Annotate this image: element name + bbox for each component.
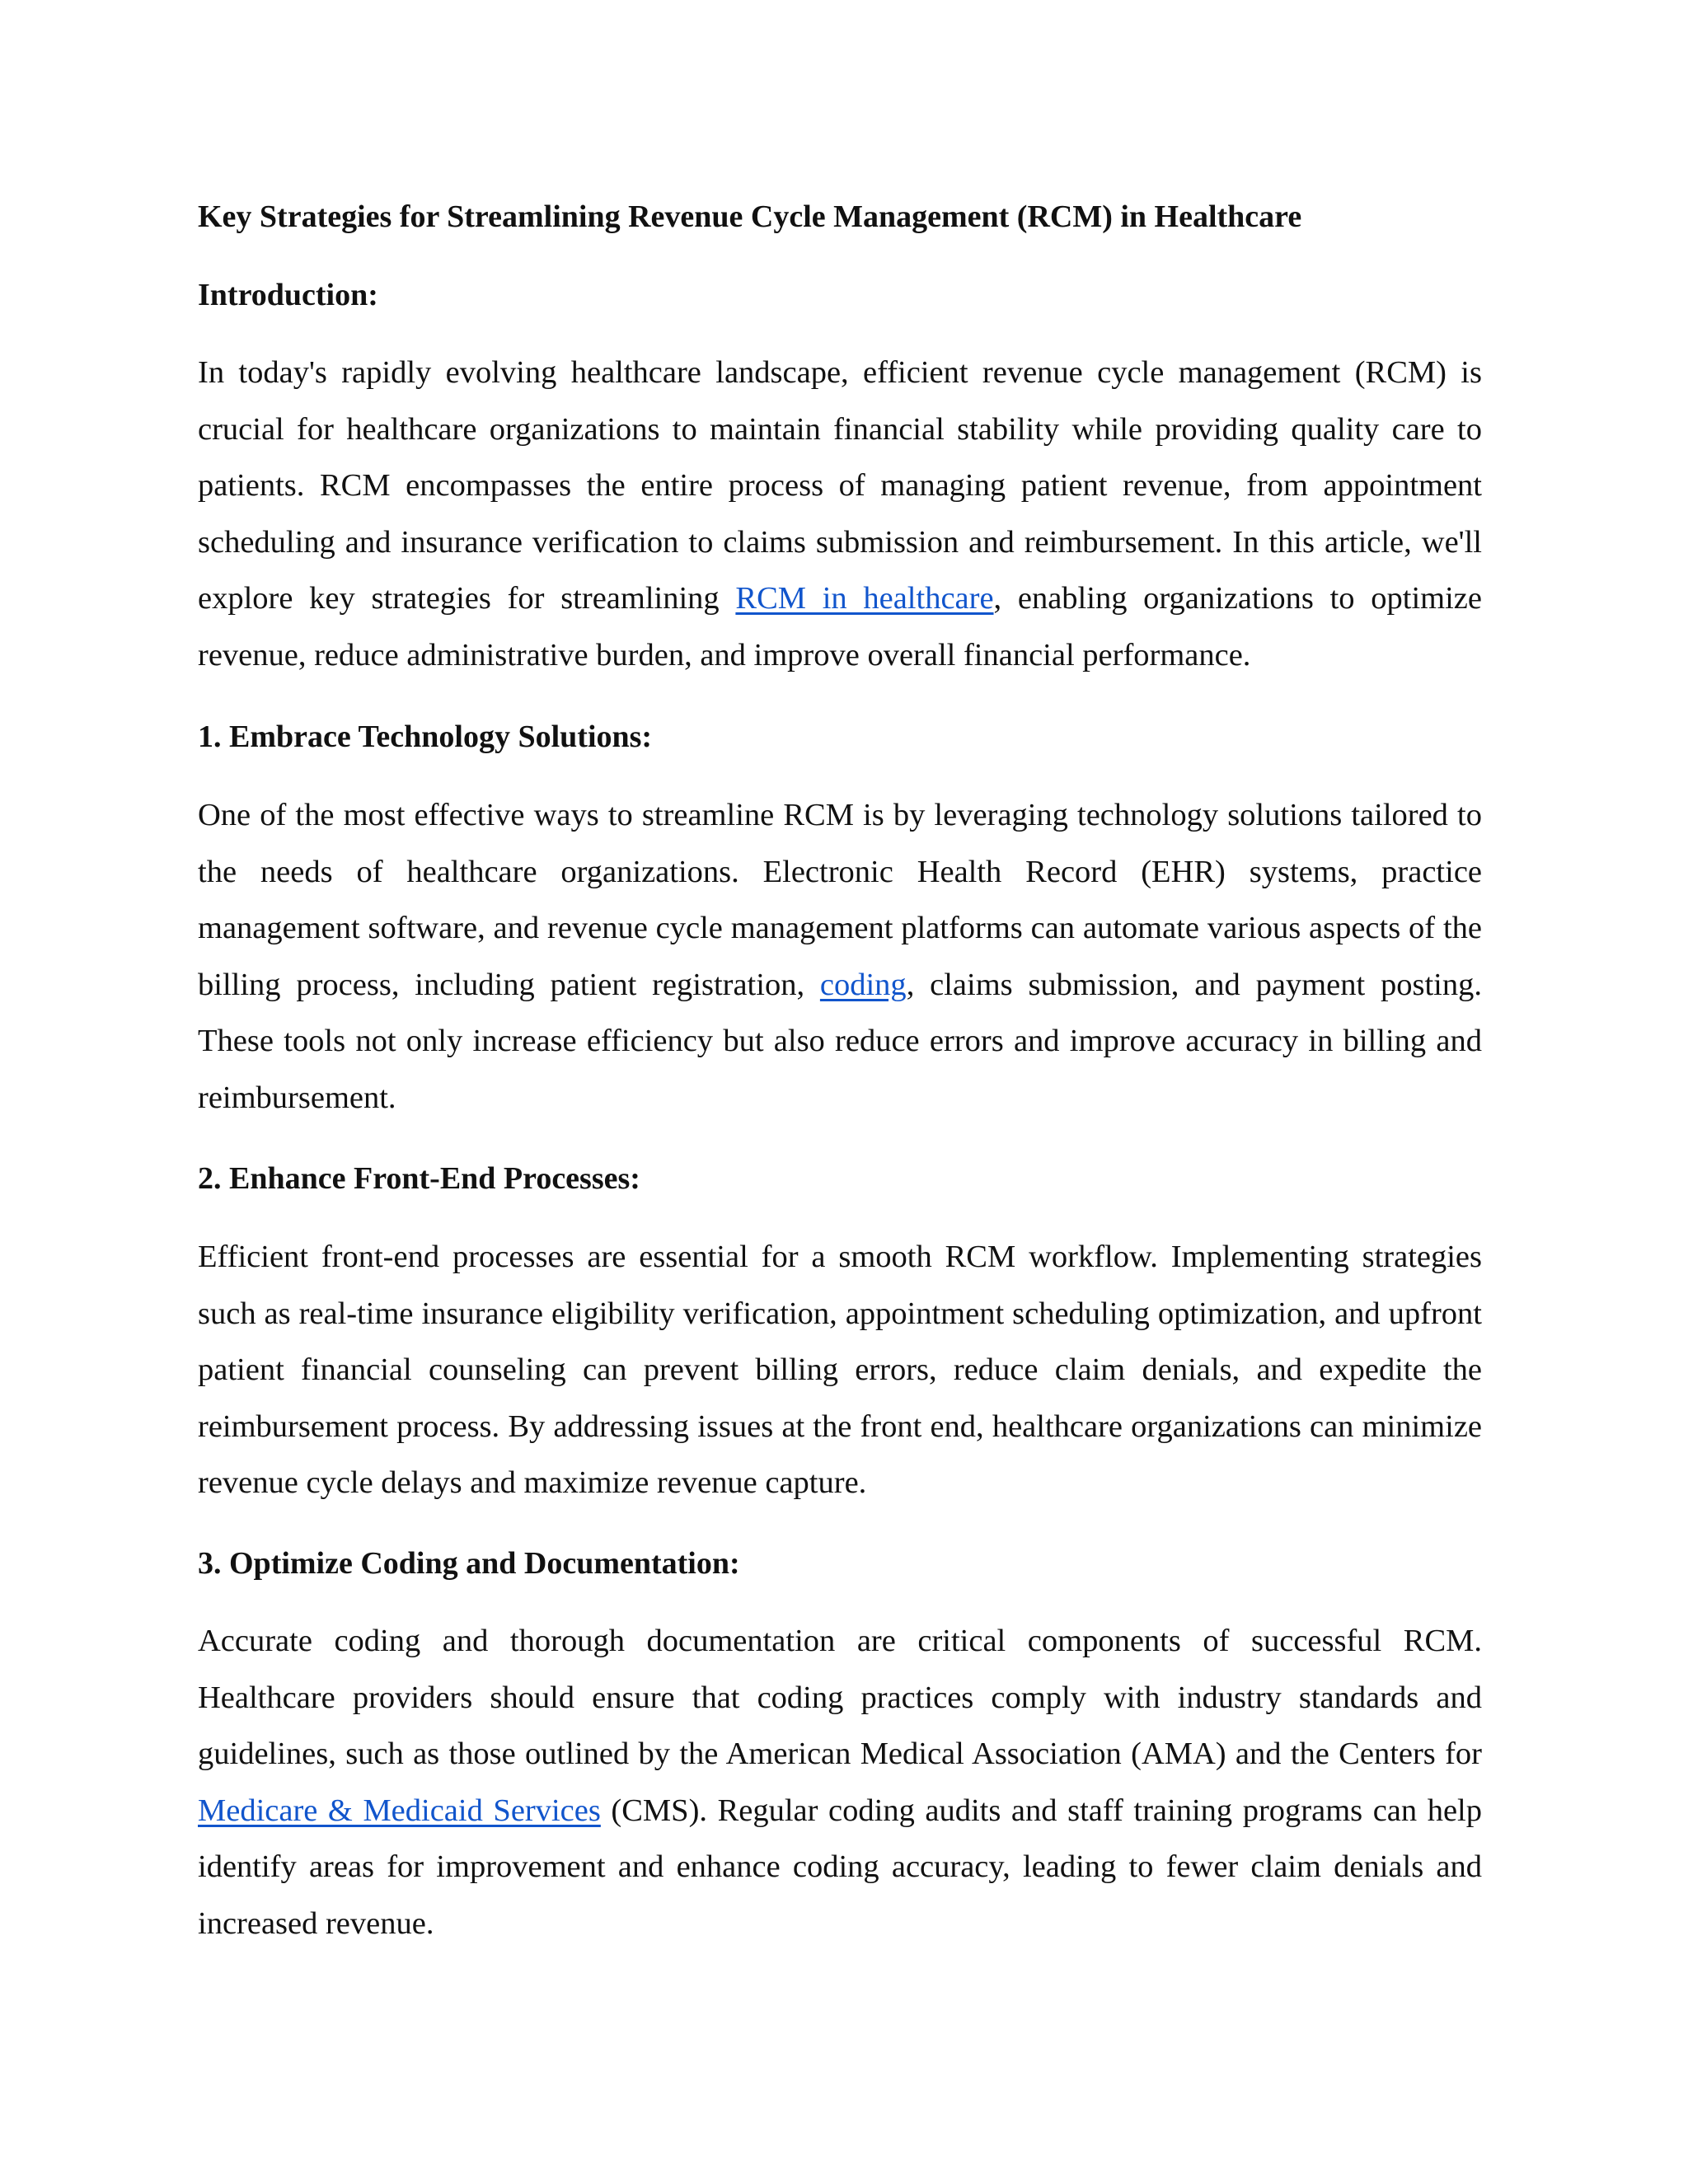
- intro-text-2: , enabling organizations to optimize revenue, reduce administrative burden, and improve overall financial performance.: [198, 581, 1482, 673]
- medicare-medicaid-services-link[interactable]: Medicare & Medicaid Services: [198, 1793, 601, 1828]
- section-1-text-2: , claims submission, and payment posting. These tools not only increase efficiency but also reduce errors and improve accuracy in billing and reimbursement.: [198, 967, 1482, 1115]
- rcm-in-healthcare-link[interactable]: RCM in healthcare: [735, 581, 994, 616]
- section-1-text-1: One of the most effective ways to streamline RCM is by leveraging technology solutions tailored to the needs of healthcare organizations. Electronic Health Record (EHR) systems, practice management software, and revenue cycle management platforms can automate various aspects of the billing process, including patient registration,: [198, 798, 1482, 1002]
- section-1-heading: 1. Embrace Technology Solutions:: [198, 719, 653, 754]
- section-2-heading: 2. Enhance Front-End Processes:: [198, 1161, 640, 1196]
- intro-text-1: In today's rapidly evolving healthcare landscape, efficient revenue cycle management (RCM) is crucial for healthcare organizations to maintain financial stability while providing quality care to patients. RCM encompasses the entire process of managing patient revenue, from appointment scheduling and insurance verification to claims submission and reimbursement. In this article, we'll explore key strategies for streamlining: [198, 355, 1482, 616]
- section-1-paragraph: [198, 787, 1482, 1127]
- intro-paragraph: [198, 344, 1482, 684]
- intro-heading: Introduction:: [198, 278, 378, 312]
- section-3-paragraph: [198, 1613, 1482, 1952]
- section-3-heading: 3. Optimize Coding and Documentation:: [198, 1546, 740, 1581]
- section-2-paragraph: Efficient front-end processes are essential for a smooth RCM workflow. Implementing strategies such as real-time insurance eligibility verification, appointment scheduling optimization, and upfront patient financial counseling can prevent billing errors, reduce claim denials, and expedite the reimbursement process. By addressing issues at the front end, healthcare organizations can minimize revenue cycle delays and maximize revenue capture.: [198, 1240, 1482, 1501]
- document-title: Key Strategies for Streamlining Revenue Cycle Management (RCM) in Healthcare: [198, 199, 1302, 234]
- section-3-text-2: (CMS). Regular coding audits and staff training programs can help identify areas for improvement and enhance coding accuracy, leading to fewer claim denials and increased revenue.: [198, 1793, 1482, 1941]
- section-3-text-1: Accurate coding and thorough documentation are critical components of successful RCM. Healthcare providers should ensure that coding practices comply with industry standards and guidelines, such as those outlined by the American Medical Association (AMA) and the Centers for: [198, 1624, 1482, 1772]
- coding-link[interactable]: coding: [819, 967, 907, 1002]
